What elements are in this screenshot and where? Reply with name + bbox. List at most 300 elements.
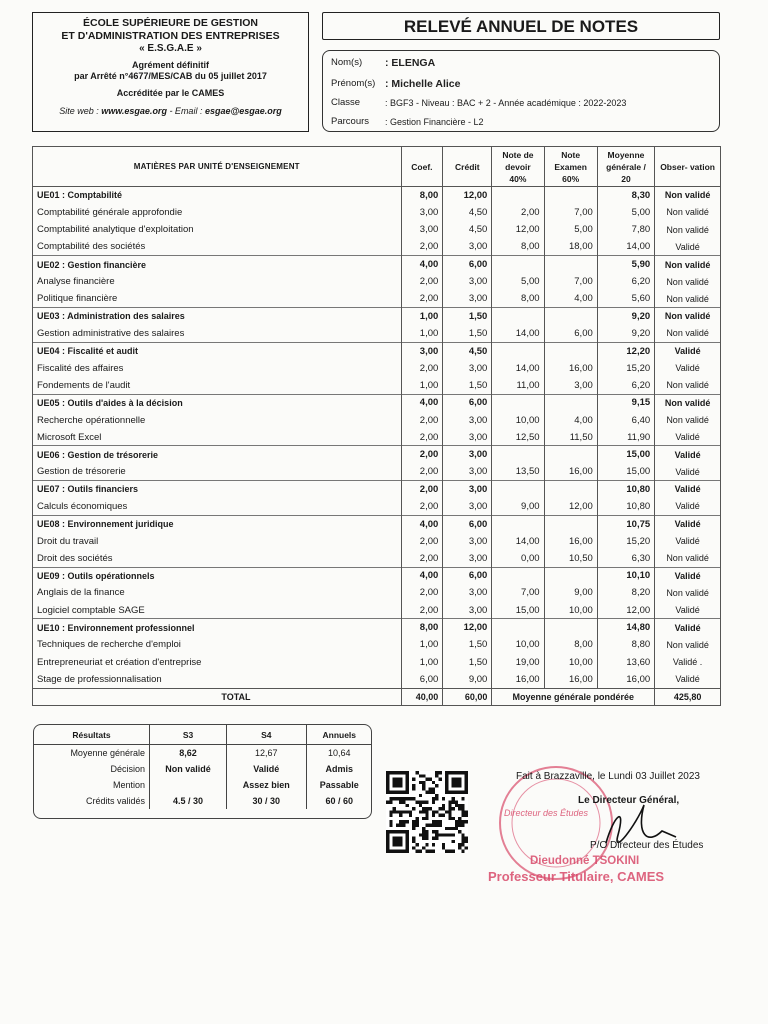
results-row-moyenne — [34, 745, 372, 762]
cell-name: Anglais de la finance — [33, 584, 402, 601]
email-label: - Email : — [166, 106, 205, 116]
stamp-title: Professeur Titulaire, CAMES — [488, 869, 665, 884]
cell-examen: 10,50 — [544, 550, 597, 567]
cell-credit: 6,00 — [443, 567, 492, 584]
cell-examen: 16,00 — [544, 532, 597, 549]
header-credit: Crédit — [443, 147, 492, 187]
header-observation: Obser- vation — [655, 147, 721, 187]
cell-credit: 3,00 — [443, 532, 492, 549]
director-title: Le Directeur Général, — [578, 795, 680, 806]
cell-credit: 3,00 — [443, 602, 492, 619]
cell-coef: 1,00 — [401, 377, 443, 394]
results-s4: Validé — [227, 761, 306, 777]
subject-row — [33, 273, 721, 290]
cell-credit: 12,00 — [443, 187, 492, 204]
results-s3: Non validé — [150, 761, 227, 777]
cell-devoir — [492, 394, 544, 411]
cell-devoir: 14,00 — [492, 359, 544, 376]
cell-moyenne: 9,20 — [597, 325, 654, 342]
cell-moyenne: 6,30 — [597, 550, 654, 567]
cell-observation: Validé — [655, 446, 721, 463]
cell-examen: 4,00 — [544, 411, 597, 428]
cell-name: UE05 : Outils d'aides à la décision — [33, 394, 402, 411]
cell-examen: 12,00 — [544, 498, 597, 515]
cell-moyenne: 8,30 — [597, 187, 654, 204]
cell-observation: Validé — [655, 619, 721, 636]
cell-coef: 8,00 — [401, 619, 443, 636]
cell-name: Analyse financière — [33, 273, 402, 290]
school-abbreviation: « E.S.G.A.E » — [139, 43, 202, 54]
results-row-decision — [34, 761, 372, 777]
cell-credit: 1,50 — [443, 636, 492, 653]
cell-devoir — [492, 515, 544, 532]
cell-observation: Validé . — [655, 654, 721, 671]
cell-moyenne: 10,10 — [597, 567, 654, 584]
cell-coef: 4,00 — [401, 515, 443, 532]
subject-row — [33, 584, 721, 601]
cell-observation: Validé — [655, 515, 721, 532]
cell-examen — [544, 619, 597, 636]
cell-observation: Validé — [655, 498, 721, 515]
cell-moyenne: 9,15 — [597, 394, 654, 411]
results-s3 — [150, 777, 227, 793]
cell-coef: 2,00 — [401, 359, 443, 376]
cell-credit: 6,00 — [443, 256, 492, 273]
cell-moyenne: 10,80 — [597, 498, 654, 515]
cell-devoir: 8,00 — [492, 238, 544, 255]
cell-credit: 3,00 — [443, 429, 492, 446]
ue-row — [33, 619, 721, 636]
cell-name: UE04 : Fiscalité et audit — [33, 342, 402, 359]
document-title: RELEVÉ ANNUEL DE NOTES — [322, 12, 720, 40]
cell-credit: 1,50 — [443, 377, 492, 394]
cell-examen: 9,00 — [544, 584, 597, 601]
cell-devoir: 7,00 — [492, 584, 544, 601]
cell-moyenne: 9,20 — [597, 308, 654, 325]
cell-examen: 18,00 — [544, 238, 597, 255]
contact-line — [33, 106, 308, 116]
nom-value: : ELENGA — [385, 57, 436, 69]
cell-devoir: 19,00 — [492, 654, 544, 671]
cell-examen — [544, 567, 597, 584]
cell-moyenne: 5,90 — [597, 256, 654, 273]
cell-moyenne: 15,20 — [597, 532, 654, 549]
cell-moyenne: 15,00 — [597, 463, 654, 480]
grades-table — [32, 146, 721, 706]
subject-row — [33, 411, 721, 428]
cell-name: UE09 : Outils opérationnels — [33, 567, 402, 584]
cell-observation: Non validé — [655, 308, 721, 325]
results-s3: 8,62 — [150, 745, 227, 762]
results-annuel: 10,64 — [306, 745, 372, 762]
site-link[interactable]: www.esgae.org — [101, 106, 167, 116]
cell-examen: 16,00 — [544, 359, 597, 376]
school-header — [32, 12, 309, 132]
ue-row — [33, 567, 721, 584]
cell-credit: 3,00 — [443, 584, 492, 601]
results-annuel: 60 / 60 — [306, 793, 372, 809]
ue-row — [33, 394, 721, 411]
results-label: Moyenne générale — [70, 748, 145, 758]
cell-examen — [544, 342, 597, 359]
cell-devoir: 9,00 — [492, 498, 544, 515]
cell-coef: 2,00 — [401, 463, 443, 480]
cell-examen: 8,00 — [544, 636, 597, 653]
cell-observation: Validé — [655, 602, 721, 619]
stamp-name: Dieudonné TSOKINI — [530, 855, 640, 867]
cell-coef: 3,00 — [401, 342, 443, 359]
grades-body — [33, 187, 721, 689]
cell-examen — [544, 256, 597, 273]
subject-row — [33, 204, 721, 221]
results-label: Crédits validés — [85, 796, 145, 806]
cell-credit: 6,00 — [443, 394, 492, 411]
cell-coef: 1,00 — [401, 308, 443, 325]
cell-examen: 7,00 — [544, 273, 597, 290]
cell-name: Comptabilité générale approfondie — [33, 204, 402, 221]
total-row — [33, 688, 721, 705]
cell-name: Gestion de trésorerie — [33, 463, 402, 480]
cell-moyenne: 8,80 — [597, 636, 654, 653]
subject-row — [33, 463, 721, 480]
cell-examen: 4,00 — [544, 290, 597, 307]
ue-row — [33, 256, 721, 273]
cell-devoir: 12,50 — [492, 429, 544, 446]
cell-devoir — [492, 481, 544, 498]
cell-coef: 2,00 — [401, 290, 443, 307]
cell-moyenne: 14,80 — [597, 619, 654, 636]
cell-examen — [544, 481, 597, 498]
school-name-line2: ET D'ADMINISTRATION DES ENTREPRISES — [61, 30, 280, 42]
cell-name: Politique financière — [33, 290, 402, 307]
cell-devoir: 13,50 — [492, 463, 544, 480]
cell-coef: 2,00 — [401, 481, 443, 498]
cell-coef: 4,00 — [401, 394, 443, 411]
cell-moyenne: 15,20 — [597, 359, 654, 376]
cell-coef: 3,00 — [401, 221, 443, 238]
cell-devoir: 14,00 — [492, 325, 544, 342]
subject-row — [33, 359, 721, 376]
cell-coef: 2,00 — [401, 602, 443, 619]
cell-examen: 10,00 — [544, 602, 597, 619]
po-line: P/O Directeur des Études — [590, 840, 704, 851]
subject-row — [33, 550, 721, 567]
subject-row — [33, 221, 721, 238]
cell-name: Calculs économiques — [33, 498, 402, 515]
cell-observation: Validé — [655, 429, 721, 446]
cell-devoir: 10,00 — [492, 411, 544, 428]
cell-devoir: 8,00 — [492, 290, 544, 307]
cell-moyenne: 13,60 — [597, 654, 654, 671]
cell-moyenne: 12,20 — [597, 342, 654, 359]
cell-observation: Non validé — [655, 204, 721, 221]
subject-row — [33, 532, 721, 549]
header-coef: Coef. — [401, 147, 443, 187]
subject-row — [33, 290, 721, 307]
cell-devoir: 14,00 — [492, 532, 544, 549]
cell-coef: 2,00 — [401, 532, 443, 549]
cell-coef: 3,00 — [401, 204, 443, 221]
cell-name: Techniques de recherche d'emploi — [33, 636, 402, 653]
cell-observation: Validé — [655, 671, 721, 688]
cell-credit: 1,50 — [443, 308, 492, 325]
cell-observation: Validé — [655, 238, 721, 255]
cell-credit: 3,00 — [443, 290, 492, 307]
cell-examen: 5,00 — [544, 221, 597, 238]
cell-observation: Non validé — [655, 187, 721, 204]
subject-row — [33, 429, 721, 446]
total-credit: 60,00 — [443, 688, 492, 705]
results-row-credits — [34, 793, 372, 809]
cell-devoir — [492, 619, 544, 636]
cell-moyenne: 15,00 — [597, 446, 654, 463]
cell-name: UE08 : Environnement juridique — [33, 515, 402, 532]
cell-name: Entrepreneuriat et création d'entreprise — [33, 654, 402, 671]
cell-credit: 9,00 — [443, 671, 492, 688]
cell-devoir: 15,00 — [492, 602, 544, 619]
site-label: Site web : — [59, 106, 102, 116]
cell-name: Logiciel comptable SAGE — [33, 602, 402, 619]
grades-header-row — [33, 147, 721, 187]
cell-credit: 3,00 — [443, 273, 492, 290]
cell-observation: Non validé — [655, 325, 721, 342]
cell-observation: Validé — [655, 567, 721, 584]
cell-moyenne: 16,00 — [597, 671, 654, 688]
cell-moyenne: 5,00 — [597, 204, 654, 221]
cell-observation: Non validé — [655, 550, 721, 567]
nom-label: Nom(s) — [331, 57, 363, 68]
cell-observation: Non validé — [655, 394, 721, 411]
cell-credit: 1,50 — [443, 325, 492, 342]
student-info — [322, 50, 720, 132]
cell-observation: Non validé — [655, 290, 721, 307]
cell-examen: 7,00 — [544, 204, 597, 221]
cell-credit: 3,00 — [443, 463, 492, 480]
cell-coef: 2,00 — [401, 550, 443, 567]
results-header-resultats: Résultats — [34, 725, 150, 745]
ue-row — [33, 342, 721, 359]
cell-credit: 4,50 — [443, 342, 492, 359]
cell-name: Droit du travail — [33, 532, 402, 549]
cell-devoir: 0,00 — [492, 550, 544, 567]
cell-coef: 1,00 — [401, 654, 443, 671]
cell-credit: 3,00 — [443, 411, 492, 428]
cell-observation: Non validé — [655, 411, 721, 428]
cell-name: Fiscalité des affaires — [33, 359, 402, 376]
header-moyenne: Moyenne générale / 20 — [597, 147, 654, 187]
cell-name: UE01 : Comptabilité — [33, 187, 402, 204]
cell-devoir: 11,00 — [492, 377, 544, 394]
cell-name: UE06 : Gestion de trésorerie — [33, 446, 402, 463]
cell-moyenne: 6,40 — [597, 411, 654, 428]
cell-devoir — [492, 567, 544, 584]
cell-coef: 2,00 — [401, 238, 443, 255]
cell-name: Stage de professionnalisation — [33, 671, 402, 688]
results-header-annuels: Annuels — [306, 725, 372, 745]
prenom-label: Prénom(s) — [331, 78, 376, 89]
cell-observation: Non validé — [655, 221, 721, 238]
cell-observation: Validé — [655, 532, 721, 549]
prenom-value: : Michelle Alice — [385, 78, 461, 90]
results-s4: 12,67 — [227, 745, 306, 762]
cell-examen — [544, 187, 597, 204]
cell-name: Comptabilité des sociétés — [33, 238, 402, 255]
total-label: TOTAL — [33, 688, 402, 705]
cell-name: Droit des sociétés — [33, 550, 402, 567]
subject-row — [33, 238, 721, 255]
cell-coef: 2,00 — [401, 498, 443, 515]
results-header-row — [34, 725, 372, 745]
cell-coef: 2,00 — [401, 411, 443, 428]
subject-row — [33, 671, 721, 688]
school-name — [33, 17, 308, 43]
results-row-mention — [34, 777, 372, 793]
cell-examen — [544, 515, 597, 532]
cell-devoir: 2,00 — [492, 204, 544, 221]
classe-value: : BGF3 - Niveau : BAC + 2 - Année académique : 2022-2023 — [385, 98, 627, 108]
place-date: Fait à Brazzaville, le Lundi 03 Juillet 2023 — [516, 771, 700, 782]
cell-observation: Non validé — [655, 584, 721, 601]
cell-name: UE03 : Administration des salaires — [33, 308, 402, 325]
total-ponderee: 425,80 — [655, 688, 721, 705]
cell-name: UE10 : Environnement professionnel — [33, 619, 402, 636]
ue-row — [33, 481, 721, 498]
results-header-s3: S3 — [150, 725, 227, 745]
cell-examen: 3,00 — [544, 377, 597, 394]
cell-name: Microsoft Excel — [33, 429, 402, 446]
cell-examen — [544, 446, 597, 463]
cell-coef: 2,00 — [401, 273, 443, 290]
cell-credit: 4,50 — [443, 221, 492, 238]
cell-coef: 1,00 — [401, 636, 443, 653]
qr-code-icon — [386, 771, 468, 853]
cell-observation: Non validé — [655, 377, 721, 394]
cell-examen: 16,00 — [544, 463, 597, 480]
header-examen: Note Examen 60% — [544, 147, 597, 187]
results-label: Décision — [110, 764, 145, 774]
cell-name: UE07 : Outils financiers — [33, 481, 402, 498]
classe-label: Classe — [331, 97, 361, 108]
subject-row — [33, 377, 721, 394]
total-ponderee-label: Moyenne générale pondérée — [492, 688, 655, 705]
cell-credit: 3,00 — [443, 238, 492, 255]
agrement — [33, 60, 308, 82]
cell-devoir: 10,00 — [492, 636, 544, 653]
results-label: Mention — [112, 780, 145, 790]
cell-examen — [544, 394, 597, 411]
cell-name: Comptabilité analytique d'exploitation — [33, 221, 402, 238]
results-s3: 4.5 / 30 — [150, 793, 227, 809]
cell-observation: Non validé — [655, 256, 721, 273]
subject-row — [33, 325, 721, 342]
cell-moyenne: 11,90 — [597, 429, 654, 446]
cell-coef: 6,00 — [401, 671, 443, 688]
cell-coef: 8,00 — [401, 187, 443, 204]
subject-row — [33, 654, 721, 671]
cell-credit: 3,00 — [443, 498, 492, 515]
cell-devoir — [492, 308, 544, 325]
cell-devoir — [492, 342, 544, 359]
cell-observation: Validé — [655, 463, 721, 480]
cell-examen: 16,00 — [544, 671, 597, 688]
cell-observation: Validé — [655, 342, 721, 359]
cell-coef: 2,00 — [401, 446, 443, 463]
cell-name: Recherche opérationnelle — [33, 411, 402, 428]
cell-coef: 2,00 — [401, 584, 443, 601]
cell-coef: 4,00 — [401, 256, 443, 273]
ue-row — [33, 446, 721, 463]
cell-observation: Validé — [655, 481, 721, 498]
cell-credit: 1,50 — [443, 654, 492, 671]
agrement-line1: Agrément définitif — [131, 60, 209, 70]
parcours-label: Parcours — [331, 116, 370, 127]
results-table — [34, 725, 372, 809]
cell-coef: 2,00 — [401, 429, 443, 446]
accreditation: Accréditée par le CAMES — [116, 88, 225, 98]
cell-credit: 3,00 — [443, 481, 492, 498]
cell-credit: 3,00 — [443, 446, 492, 463]
cell-moyenne: 7,80 — [597, 221, 654, 238]
cell-devoir: 16,00 — [492, 671, 544, 688]
cell-moyenne: 10,75 — [597, 515, 654, 532]
total-coef: 40,00 — [401, 688, 443, 705]
results-s4: 30 / 30 — [227, 793, 306, 809]
cell-credit: 3,00 — [443, 550, 492, 567]
cell-examen: 11,50 — [544, 429, 597, 446]
cell-moyenne: 12,00 — [597, 602, 654, 619]
ue-row — [33, 308, 721, 325]
cell-moyenne: 10,80 — [597, 481, 654, 498]
cell-devoir — [492, 446, 544, 463]
cell-devoir — [492, 256, 544, 273]
cell-credit: 4,50 — [443, 204, 492, 221]
cell-moyenne: 8,20 — [597, 584, 654, 601]
cell-moyenne: 6,20 — [597, 273, 654, 290]
agrement-line2: par Arrêté n°4677/MES/CAB du 05 juillet 2017 — [74, 71, 267, 81]
results-annuel: Passable — [306, 777, 372, 793]
cell-devoir — [492, 187, 544, 204]
cell-observation: Non validé — [655, 273, 721, 290]
signature-block — [486, 765, 726, 895]
results-annuel: Admis — [306, 761, 372, 777]
subject-row — [33, 498, 721, 515]
cell-examen: 6,00 — [544, 325, 597, 342]
cell-observation: Non validé — [655, 636, 721, 653]
cell-credit: 3,00 — [443, 359, 492, 376]
cell-devoir: 5,00 — [492, 273, 544, 290]
cell-moyenne: 6,20 — [597, 377, 654, 394]
cell-coef: 4,00 — [401, 567, 443, 584]
subject-row — [33, 636, 721, 653]
cell-credit: 12,00 — [443, 619, 492, 636]
ue-row — [33, 515, 721, 532]
ue-row — [33, 187, 721, 204]
subject-row — [33, 602, 721, 619]
cell-name: Gestion administrative des salaires — [33, 325, 402, 342]
email-link[interactable]: esgae@esgae.org — [204, 106, 282, 116]
stamp-directeur: Directeur des Études — [504, 808, 589, 818]
header-matieres: MATIÈRES PAR UNITÉ D'ENSEIGNEMENT — [33, 147, 402, 187]
cell-credit: 6,00 — [443, 515, 492, 532]
parcours-value: : Gestion Financière - L2 — [385, 117, 484, 127]
cell-devoir: 12,00 — [492, 221, 544, 238]
cell-name: Fondements de l'audit — [33, 377, 402, 394]
cell-moyenne: 14,00 — [597, 238, 654, 255]
cell-examen: 10,00 — [544, 654, 597, 671]
cell-name: UE02 : Gestion financière — [33, 256, 402, 273]
cell-examen — [544, 308, 597, 325]
results-header-s4: S4 — [227, 725, 306, 745]
